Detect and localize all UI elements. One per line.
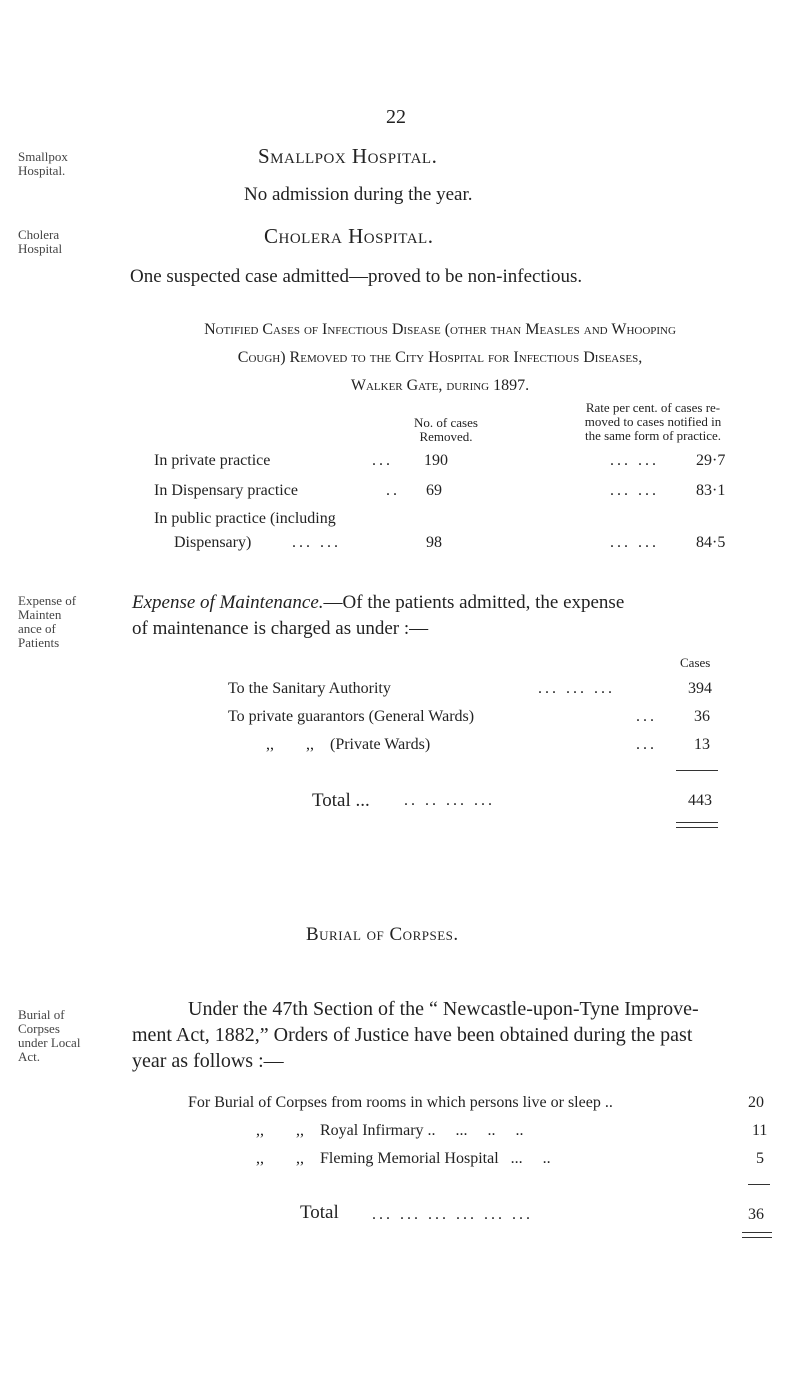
margin-note-line: Hospital. bbox=[18, 163, 66, 178]
expense-total-value: 443 bbox=[688, 792, 712, 809]
notified-row-rate: 83·1 bbox=[696, 482, 726, 499]
margin-note-line: Act. bbox=[18, 1049, 41, 1064]
notified-row-removed: 98 bbox=[426, 534, 442, 551]
subtotal-rule bbox=[676, 770, 718, 771]
leader-dots: ... ... bbox=[610, 452, 659, 469]
burial-para-line: Under the 47th Section of the “ Newcastle-upon-Tyne Improve- bbox=[188, 998, 699, 1020]
total-double-rule bbox=[742, 1232, 772, 1238]
margin-note-smallpox bbox=[18, 150, 68, 178]
leader-dots: ... bbox=[636, 708, 657, 725]
margin-note-line: under Local bbox=[18, 1035, 81, 1050]
burial-row-value: 11 bbox=[752, 1122, 768, 1139]
notified-row-label: In private practice bbox=[154, 452, 271, 469]
expense-intro-rest: —Of the patients admitted, the expense bbox=[323, 592, 625, 613]
col-header-rate bbox=[538, 401, 768, 443]
header-line: moved to cases notified in bbox=[584, 414, 722, 429]
margin-note-line: ance of bbox=[18, 621, 56, 636]
leader-dots: .. bbox=[386, 482, 400, 499]
leader-dots: ... bbox=[372, 452, 393, 469]
header-line: the same form of practice. bbox=[584, 428, 722, 443]
burial-row-label: ,, ,, Royal Infirmary .. ... .. .. bbox=[256, 1122, 524, 1139]
margin-note-line: Cholera bbox=[18, 227, 60, 242]
notified-row-removed: 190 bbox=[424, 452, 448, 469]
leader-dots: ... ... bbox=[292, 534, 341, 551]
expense-row-label: To the Sanitary Authority bbox=[228, 680, 391, 697]
smallpox-text: No admission during the year. bbox=[244, 184, 473, 205]
expense-row-value: 394 bbox=[688, 680, 712, 697]
cholera-text: One suspected case admitted—proved to be non-infectious. bbox=[130, 266, 583, 287]
notified-row-label-cont: Dispensary) bbox=[174, 534, 252, 551]
margin-note-line: Corpses bbox=[18, 1021, 60, 1036]
notified-heading-line: Cough) Removed to the City Hospital for Infectious Diseases, bbox=[237, 349, 643, 366]
expense-row-value: 36 bbox=[694, 708, 710, 725]
notified-row-label: In public practice (including bbox=[154, 510, 336, 527]
leader-dots: ... ... ... bbox=[538, 680, 615, 697]
burial-row-label: For Burial of Corpses from rooms in which persons live or sleep .. bbox=[188, 1094, 613, 1111]
burial-row-value: 20 bbox=[748, 1094, 764, 1111]
total-double-rule bbox=[676, 822, 718, 828]
leader-dots: ... ... bbox=[610, 482, 659, 499]
margin-note-burial bbox=[18, 1008, 80, 1064]
burial-para-line: year as follows :— bbox=[132, 1050, 284, 1072]
header-line: Rate per cent. of cases re- bbox=[585, 400, 721, 415]
notified-row-rate: 29·7 bbox=[696, 452, 726, 469]
margin-note-line: Expense of bbox=[18, 593, 77, 608]
smallpox-heading: Smallpox Hospital. bbox=[258, 144, 438, 168]
header-line: No. of cases bbox=[414, 415, 478, 430]
notified-heading-line: Notified Cases of Infectious Disease (other than Measles and Whooping bbox=[204, 321, 676, 338]
expense-total-label: Total ... bbox=[312, 790, 370, 811]
leader-dots: ... bbox=[636, 736, 657, 753]
notified-row-label: In Dispensary practice bbox=[154, 482, 298, 499]
margin-note-line: Burial of bbox=[18, 1007, 65, 1022]
expense-col-header: Cases bbox=[680, 655, 711, 670]
burial-para-line: ment Act, 1882,” Orders of Justice have been obtained during the past bbox=[132, 1024, 693, 1046]
margin-note-line: Smallpox bbox=[18, 149, 68, 164]
margin-note-expense bbox=[18, 594, 76, 650]
col-header-removed bbox=[396, 416, 496, 444]
leader-dots: ... ... bbox=[610, 534, 659, 551]
margin-note-line: Mainten bbox=[18, 607, 62, 622]
margin-note-cholera bbox=[18, 228, 62, 256]
cholera-heading: Cholera Hospital. bbox=[264, 224, 434, 248]
margin-note-line: Patients bbox=[18, 635, 60, 650]
header-line: Removed. bbox=[419, 429, 473, 444]
expense-row-label: ,, ,, (Private Wards) bbox=[266, 736, 431, 753]
expense-row-label: To private guarantors (General Wards) bbox=[228, 708, 475, 725]
page-number: 22 bbox=[386, 106, 406, 128]
expense-intro-italic: Expense of Maintenance. bbox=[132, 592, 324, 613]
burial-row-value: 5 bbox=[756, 1150, 764, 1167]
burial-total-value: 36 bbox=[748, 1206, 764, 1223]
notified-row-rate: 84·5 bbox=[696, 534, 726, 551]
expense-intro-line1 bbox=[132, 592, 624, 614]
notified-heading-line: Walker Gate, during 1897. bbox=[350, 377, 530, 394]
burial-row-label: ,, ,, Fleming Memorial Hospital ... .. bbox=[256, 1150, 551, 1167]
burial-heading: Burial of Corpses. bbox=[306, 924, 459, 945]
expense-intro-line2: of maintenance is charged as under :— bbox=[132, 618, 429, 639]
leader-dots: ... ... ... ... ... ... bbox=[372, 1206, 533, 1223]
notified-row-removed: 69 bbox=[426, 482, 442, 499]
notified-heading bbox=[110, 316, 770, 400]
burial-total-label: Total bbox=[300, 1202, 339, 1223]
margin-note-line: Hospital bbox=[18, 241, 63, 256]
expense-row-value: 13 bbox=[694, 736, 710, 753]
subtotal-rule bbox=[748, 1184, 770, 1185]
leader-dots: .. .. ... ... bbox=[404, 792, 495, 809]
